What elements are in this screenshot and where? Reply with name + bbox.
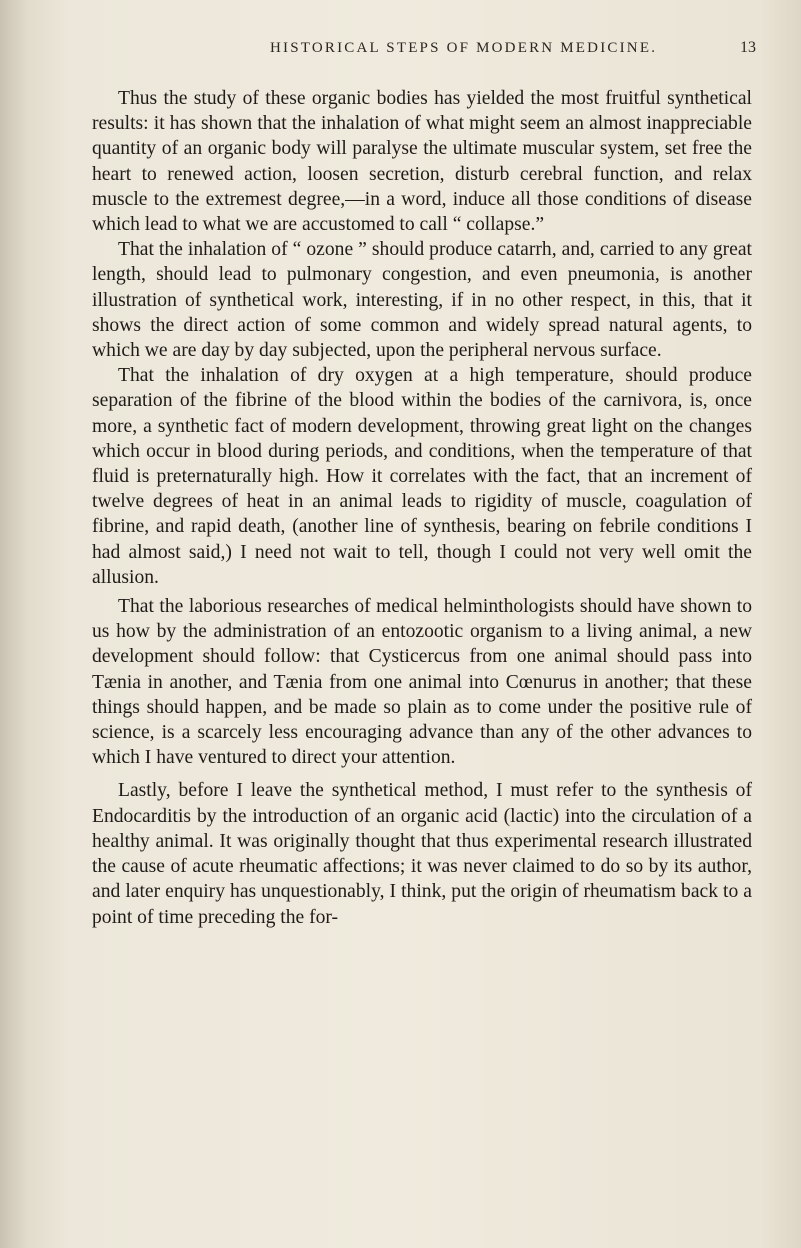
body-text xyxy=(92,86,752,930)
paragraph-endocarditis: Lastly, before I leave the synthetical method, I must refer to the synthesis of Endocarditis by the introduction of an organic acid (lactic) into the circulation of a healthy animal. It was originally thought that thus experimental research illustrated the cause of acute rheumatic affections; it was never claimed to do so by its author, and later enquiry has unquestionably, I think, put the origin of rheumatism back to a point of time preceding the for- xyxy=(92,780,752,928)
paragraph-helminthologists: That the laborious researches of medical helminthologists should have shown to us how by the administration of an entozootic organism to a living animal, a new development should follow: that Cysticercus from one animal should pass into Tænia in another, and Tænia from one animal into Cœnurus in another; that these things should happen, and be made so plain as to come under the positive rule of science, is a scarcely less encouraging advance than any of the other advances to which I have ventured to direct your attention. xyxy=(92,596,752,769)
running-head: HISTORICAL STEPS OF MODERN MEDICINE. xyxy=(270,40,658,56)
page-header xyxy=(0,38,801,64)
paragraph-synthetical-results: Thus the study of these organic bodies has yielded the most fruitful synthetical results: it has shown that the inhalation of what might seem an almost inappreciable quantity of an organic body will paralyse the ultimate muscular system, set free the heart to renewed action, loosen secretion, disturb cerebral function, and relax muscle to the extremest degree,—in a word, induce all those conditions of disease which lead to what we are accustomed to call “ collapse.” xyxy=(92,88,752,236)
paragraph-ozone: That the inhalation of “ ozone ” should produce catarrh, and, carried to any great length, should lead to pulmonary congestion, and even pneumonia, is another illustration of synthetical work, interesting, if in no other respect, in this, that it shows the direct action of some common and widely spread natural agents, to which we are day by day subjected, upon the peripheral nervous surface. xyxy=(92,239,752,362)
paragraph-oxygen: That the inhalation of dry oxygen at a high temperature, should produce separation of the fibrine of the blood within the bodies of the carnivora, is, once more, a synthetic fact of modern development, throwing great light on the changes which occur in blood during periods, and conditions, when the temperature of that fluid is preternaturally high. How it correlates with the fact, that an increment of twelve degrees of heat in an animal leads to rigidity of muscle, coagulation of fibrine, and rapid death, (another line of synthesis, bearing on febrile conditions I had almost said,) I need not wait to tell, though I could not very well omit the allusion. xyxy=(92,365,752,588)
page-number: 13 xyxy=(740,39,756,56)
